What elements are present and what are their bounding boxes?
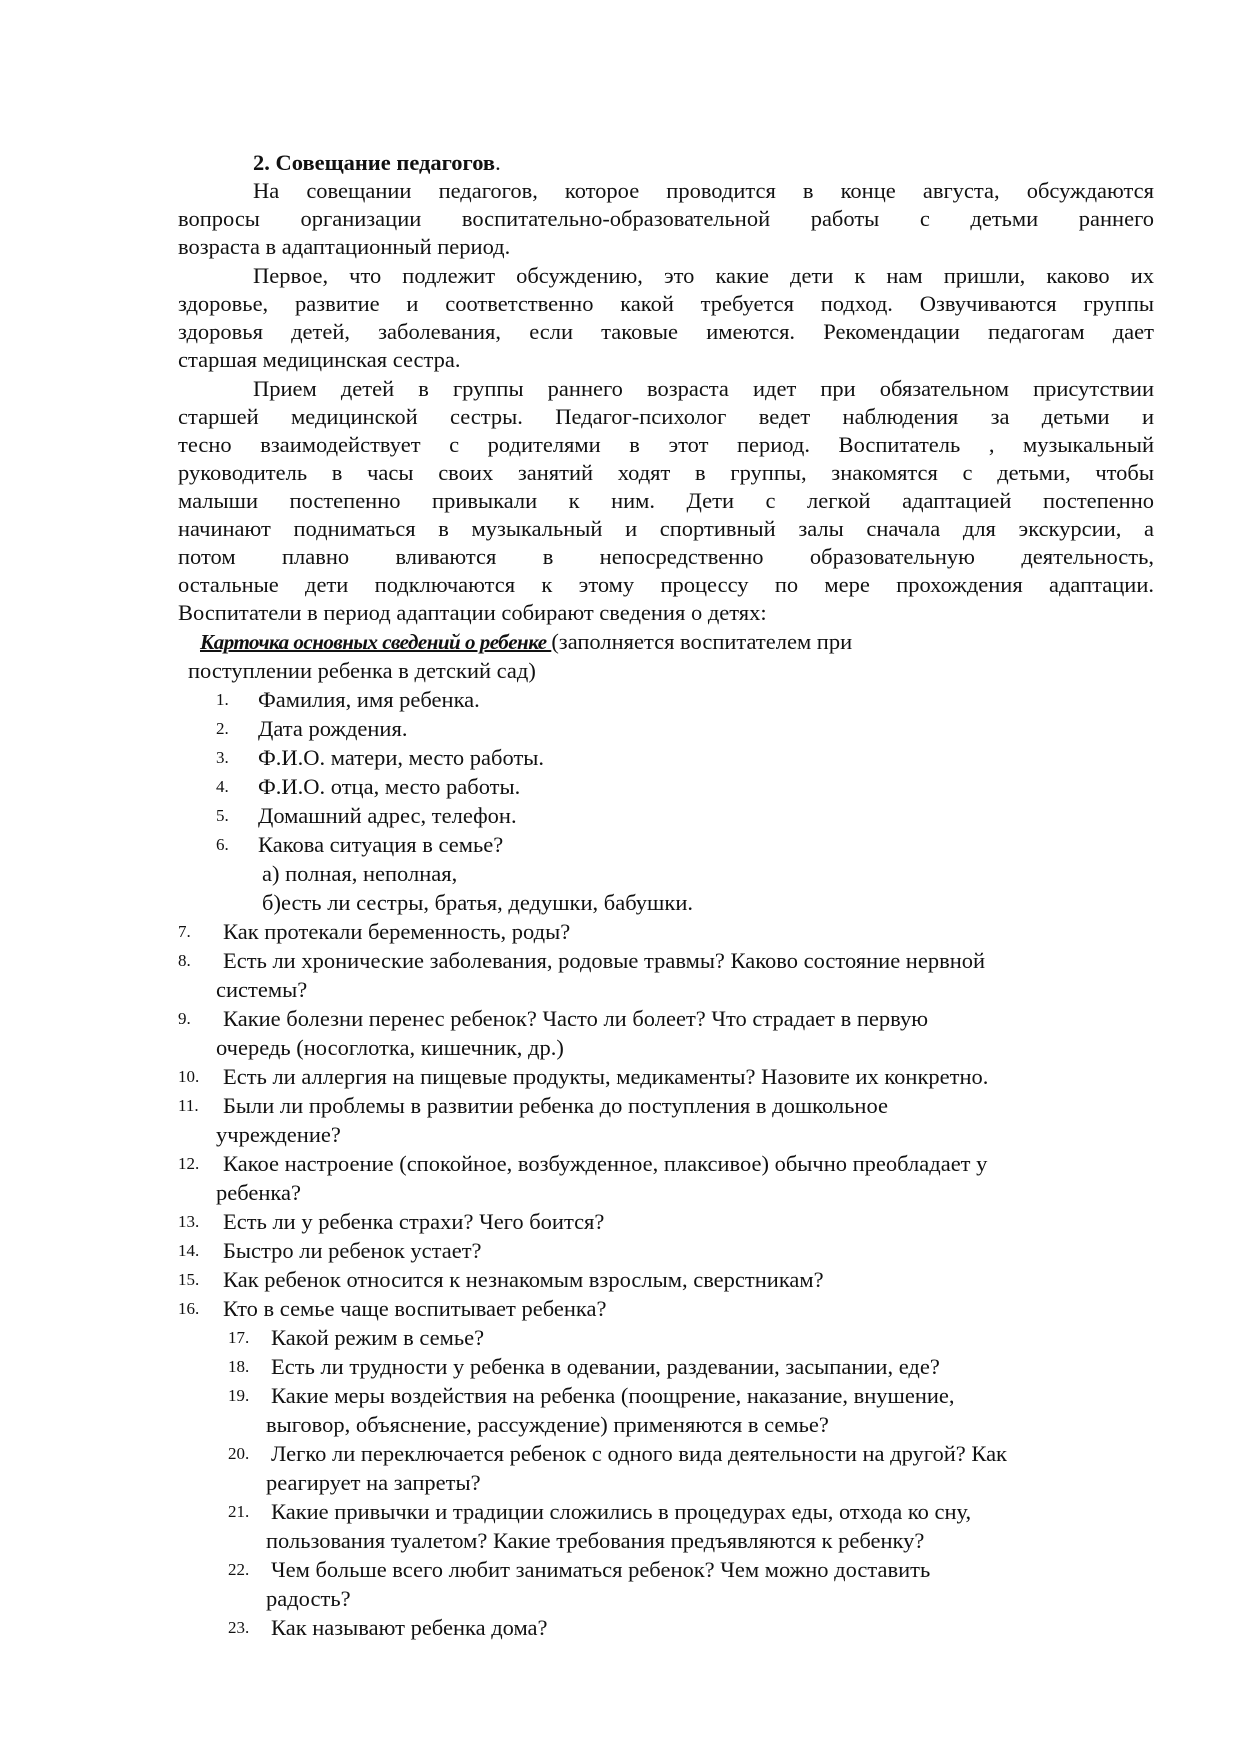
item-number: 6. <box>216 835 229 854</box>
item-number: 14. <box>178 1241 200 1260</box>
item-number: 19. <box>228 1386 250 1405</box>
item-number: 10. <box>178 1067 200 1086</box>
item-number: 7. <box>178 922 191 941</box>
paragraph-1-line-2: вопросы организации воспитательно-образовательной работы с детьми раннего <box>178 206 1154 231</box>
item-text: Ф.И.О. матери, место работы. <box>258 745 545 770</box>
item-text: Фамилия, имя ребенка. <box>258 687 480 712</box>
item-number: 3. <box>216 748 229 767</box>
section-heading <box>253 149 501 177</box>
item-text: Как называют ребенка дома? <box>271 1615 548 1640</box>
item-number: 17. <box>228 1328 250 1347</box>
section-heading-text: 2. Совещание педагогов <box>253 150 496 175</box>
paragraph-3-line-4: руководитель в часы своих занятий ходят в группы, знакомятся с детьми, чтобы <box>178 460 1154 485</box>
item-number: 4. <box>216 777 229 796</box>
item-text: Какие болезни перенес ребенок? Часто ли болеет? Что страдает в первую <box>223 1006 929 1031</box>
paragraph-2-line-3: здоровья детей, заболевания, если таковые имеются. Рекомендации педагогам дает <box>178 319 1154 344</box>
item-number: 21. <box>228 1502 250 1521</box>
item-text: Есть ли аллергия на пищевые продукты, медикаменты? Назовите их конкретно. <box>223 1064 989 1089</box>
item-text: Домашний адрес, телефон. <box>258 803 517 828</box>
item-text: Какие привычки и традиции сложились в процедурах еды, отхода ко сну, <box>271 1499 972 1524</box>
item-number: 9. <box>178 1009 191 1028</box>
item-text: Какова ситуация в семье? <box>258 832 504 857</box>
paragraph-2-line-4: старшая медицинская сестра. <box>178 347 461 372</box>
item-number: 18. <box>228 1357 250 1376</box>
item-number: 20. <box>228 1444 250 1463</box>
item-number: 22. <box>228 1560 250 1579</box>
item-text: Как протекали беременность, роды? <box>223 919 571 944</box>
item-number: 15. <box>178 1270 200 1289</box>
paragraph-2-line-1: Первое, что подлежит обсуждению, это какие дети к нам пришли, каково их <box>253 263 1154 288</box>
item-text-cont: пользования туалетом? Какие требования предъявляются к ребенку? <box>266 1528 925 1553</box>
card-title-line <box>200 628 852 656</box>
paragraph-3-line-1: Прием детей в группы раннего возраста идет при обязательном присутствии <box>253 376 1154 401</box>
item-number: 12. <box>178 1154 200 1173</box>
item-number: 16. <box>178 1299 200 1318</box>
paragraph-3-line-7: потом плавно вливаются в непосредственно образовательную деятельность, <box>178 544 1154 569</box>
item-text: Какое настроение (спокойное, возбужденное, плаксивое) обычно преобладает у <box>223 1151 988 1176</box>
item-text: Дата рождения. <box>258 716 408 741</box>
item-number: 5. <box>216 806 229 825</box>
item-text: Есть ли трудности у ребенка в одевании, раздевании, засыпании, еде? <box>271 1354 940 1379</box>
item-text: Кто в семье чаще воспитывает ребенка? <box>223 1296 607 1321</box>
paragraph-1-line-1: На совещании педагогов, которое проводится в конце августа, обсуждаются <box>253 178 1154 203</box>
item-number: 1. <box>216 690 229 709</box>
heading-period: . <box>495 150 501 175</box>
item-text-cont: системы? <box>216 977 308 1002</box>
item-text: Ф.И.О. отца, место работы. <box>258 774 521 799</box>
item-subitem-a: а) полная, неполная, <box>262 861 458 886</box>
paragraph-3-line-9: Воспитатели в период адаптации собирают сведения о детях: <box>178 600 767 625</box>
item-text: Как ребенок относится к незнакомым взрослым, сверстникам? <box>223 1267 824 1292</box>
item-subitem-b: б)есть ли сестры, братья, дедушки, бабушки. <box>262 890 693 915</box>
item-text-cont: учреждение? <box>216 1122 341 1147</box>
paragraph-3-line-3: тесно взаимодействует с родителями в этот период. Воспитатель , музыкальный <box>178 432 1154 457</box>
paragraph-3-line-2: старшей медицинской сестры. Педагог-психолог ведет наблюдения за детьми и <box>178 404 1154 429</box>
item-number: 2. <box>216 719 229 738</box>
item-number: 8. <box>178 951 191 970</box>
card-title: Карточка основных сведений о ребенке <box>200 630 552 654</box>
item-text-cont: ребенка? <box>216 1180 301 1205</box>
paragraph-1-line-3: возраста в адаптационный период. <box>178 234 511 259</box>
item-text: Чем больше всего любит заниматься ребенок? Чем можно доставить <box>271 1557 931 1582</box>
paragraph-3-line-8: остальные дети подключаются к этому процессу по мере прохождения адаптации. <box>178 572 1154 597</box>
item-text: Есть ли хронические заболевания, родовые травмы? Каково состояние нервной <box>223 948 986 973</box>
item-text: Какой режим в семье? <box>271 1325 485 1350</box>
item-text: Были ли проблемы в развитии ребенка до поступления в дошкольное <box>223 1093 888 1118</box>
item-text-cont: выговор, объяснение, рассуждение) применяются в семье? <box>266 1412 829 1437</box>
item-number: 23. <box>228 1618 250 1637</box>
item-text: Легко ли переключается ребенок с одного вида деятельности на другой? Как <box>271 1441 1007 1466</box>
item-text: Есть ли у ребенка страхи? Чего боится? <box>223 1209 605 1234</box>
item-text: Быстро ли ребенок устает? <box>223 1238 482 1263</box>
item-number: 11. <box>178 1096 199 1115</box>
item-text-cont: реагирует на запреты? <box>266 1470 481 1495</box>
paragraph-2-line-2: здоровье, развитие и соответственно какой требуется подход. Озвучиваются группы <box>178 291 1154 316</box>
item-text: Какие меры воздействия на ребенка (поощрение, наказание, внушение, <box>271 1383 955 1408</box>
paragraph-3-line-5: малыши постепенно привыкали к ним. Дети с легкой адаптацией постепенно <box>178 488 1154 513</box>
card-subtitle-2: поступлении ребенка в детский сад) <box>188 658 536 683</box>
item-text-cont: радость? <box>266 1586 351 1611</box>
item-text-cont: очередь (носоглотка, кишечник, др.) <box>216 1035 564 1060</box>
card-subtitle-1: (заполняется воспитателем при <box>551 629 853 654</box>
item-number: 13. <box>178 1212 200 1231</box>
paragraph-3-line-6: начинают подниматься в музыкальный и спортивный залы сначала для экскурсии, а <box>178 516 1154 541</box>
